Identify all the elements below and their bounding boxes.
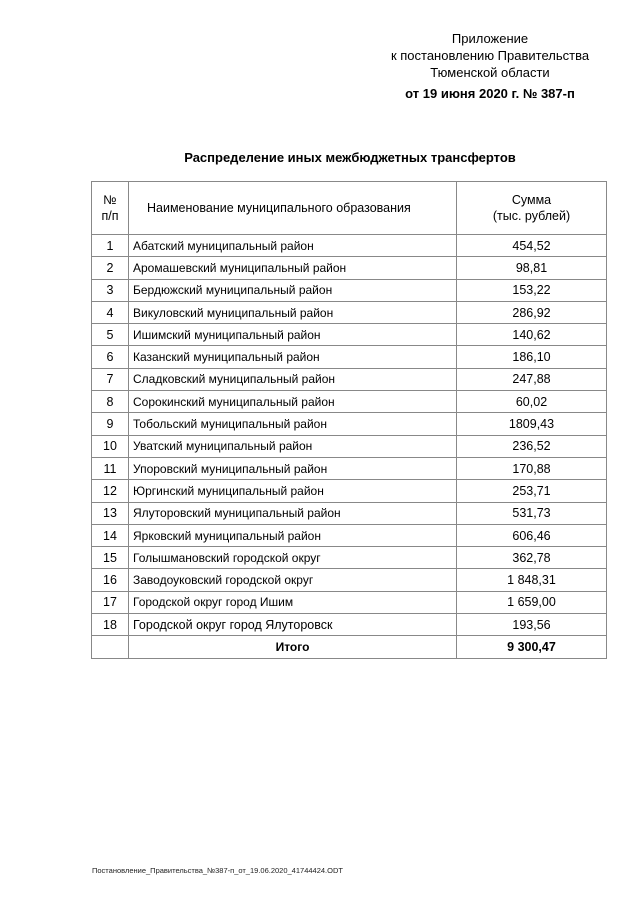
row-number: 10 — [92, 435, 129, 457]
row-sum: 170,88 — [457, 457, 607, 479]
row-name: Казанский муниципальный район — [129, 346, 457, 368]
header-appendix: Приложение — [451, 31, 529, 46]
table-row — [92, 480, 607, 502]
table-row — [92, 235, 607, 257]
row-name: Сладковский муниципальный район — [129, 368, 457, 390]
row-number: 16 — [92, 569, 129, 591]
table-row — [92, 368, 607, 390]
row-number: 3 — [92, 279, 129, 301]
row-number: 9 — [92, 413, 129, 435]
table-row — [92, 346, 607, 368]
row-name: Голышмановский городской округ — [129, 547, 457, 569]
row-number: 13 — [92, 502, 129, 524]
row-name: Бердюжский муниципальный район — [129, 279, 457, 301]
row-sum: 362,78 — [457, 547, 607, 569]
table-row — [92, 391, 607, 413]
header-region: Тюменской области — [430, 65, 550, 80]
total-sum: 9 300,47 — [457, 636, 607, 658]
table-row — [92, 524, 607, 546]
column-header-name: Наименование муниципального образования — [129, 182, 457, 235]
table-row — [92, 502, 607, 524]
row-name: Ялуторовский муниципальный район — [129, 502, 457, 524]
row-name: Юргинский муниципальный район — [129, 480, 457, 502]
row-number: 5 — [92, 324, 129, 346]
row-number: 6 — [92, 346, 129, 368]
row-name: Тобольский муниципальный район — [129, 413, 457, 435]
header-resolution: к постановлению Правительства — [390, 48, 590, 63]
row-name: Ярковский муниципальный район — [129, 524, 457, 546]
row-sum: 1809,43 — [457, 413, 607, 435]
table-row — [92, 435, 607, 457]
row-number: 1 — [92, 235, 129, 257]
table-row — [92, 591, 607, 613]
table-row — [92, 457, 607, 479]
table-row — [92, 569, 607, 591]
table-row — [92, 413, 607, 435]
row-number: 18 — [92, 614, 129, 636]
row-number: 12 — [92, 480, 129, 502]
row-number: 14 — [92, 524, 129, 546]
row-sum: 60,02 — [457, 391, 607, 413]
row-name: Ишимский муниципальный район — [129, 324, 457, 346]
table-body — [92, 235, 607, 636]
table-row — [92, 547, 607, 569]
row-sum: 454,52 — [457, 235, 607, 257]
header-block — [360, 30, 620, 102]
row-number: 15 — [92, 547, 129, 569]
column-header-sum: Сумма (тыс. рублей) — [457, 182, 607, 235]
row-sum: 98,81 — [457, 257, 607, 279]
row-name: Городской округ город Ялуторовск — [129, 614, 457, 636]
total-row — [92, 636, 607, 658]
row-name: Заводоуковский городской округ — [129, 569, 457, 591]
row-name: Аромашевский муниципальный район — [129, 257, 457, 279]
total-number-cell — [92, 636, 129, 658]
row-number: 2 — [92, 257, 129, 279]
row-sum: 186,10 — [457, 346, 607, 368]
file-name-footer: Постановление_Правительства_№387-п_от_19.06.2020_41744424.ODT — [92, 866, 343, 875]
table-row — [92, 324, 607, 346]
row-sum: 531,73 — [457, 502, 607, 524]
row-name: Викуловский муниципальный район — [129, 301, 457, 323]
table-row — [92, 279, 607, 301]
header-date-number: от 19 июня 2020 г. № 387-п — [405, 86, 575, 101]
row-name: Абатский муниципальный район — [129, 235, 457, 257]
row-number: 11 — [92, 457, 129, 479]
row-name: Уватский муниципальный район — [129, 435, 457, 457]
row-sum: 193,56 — [457, 614, 607, 636]
row-sum: 1 848,31 — [457, 569, 607, 591]
row-sum: 286,92 — [457, 301, 607, 323]
table-header-row — [92, 182, 607, 235]
table-row — [92, 301, 607, 323]
row-name: Сорокинский муниципальный район — [129, 391, 457, 413]
row-number: 7 — [92, 368, 129, 390]
row-sum: 1 659,00 — [457, 591, 607, 613]
row-sum: 153,22 — [457, 279, 607, 301]
row-sum: 253,71 — [457, 480, 607, 502]
column-header-number: № п/п — [92, 182, 129, 235]
row-sum: 236,52 — [457, 435, 607, 457]
row-number: 17 — [92, 591, 129, 613]
transfers-table — [91, 181, 607, 659]
table-row — [92, 257, 607, 279]
row-name: Городской округ город Ишим — [129, 591, 457, 613]
table-row — [92, 614, 607, 636]
row-sum: 606,46 — [457, 524, 607, 546]
document-title: Распределение иных межбюджетных трансфертов — [184, 150, 516, 165]
row-name: Упоровский муниципальный район — [129, 457, 457, 479]
row-sum: 140,62 — [457, 324, 607, 346]
row-number: 4 — [92, 301, 129, 323]
row-sum: 247,88 — [457, 368, 607, 390]
total-label: Итого — [129, 636, 457, 658]
row-number: 8 — [92, 391, 129, 413]
